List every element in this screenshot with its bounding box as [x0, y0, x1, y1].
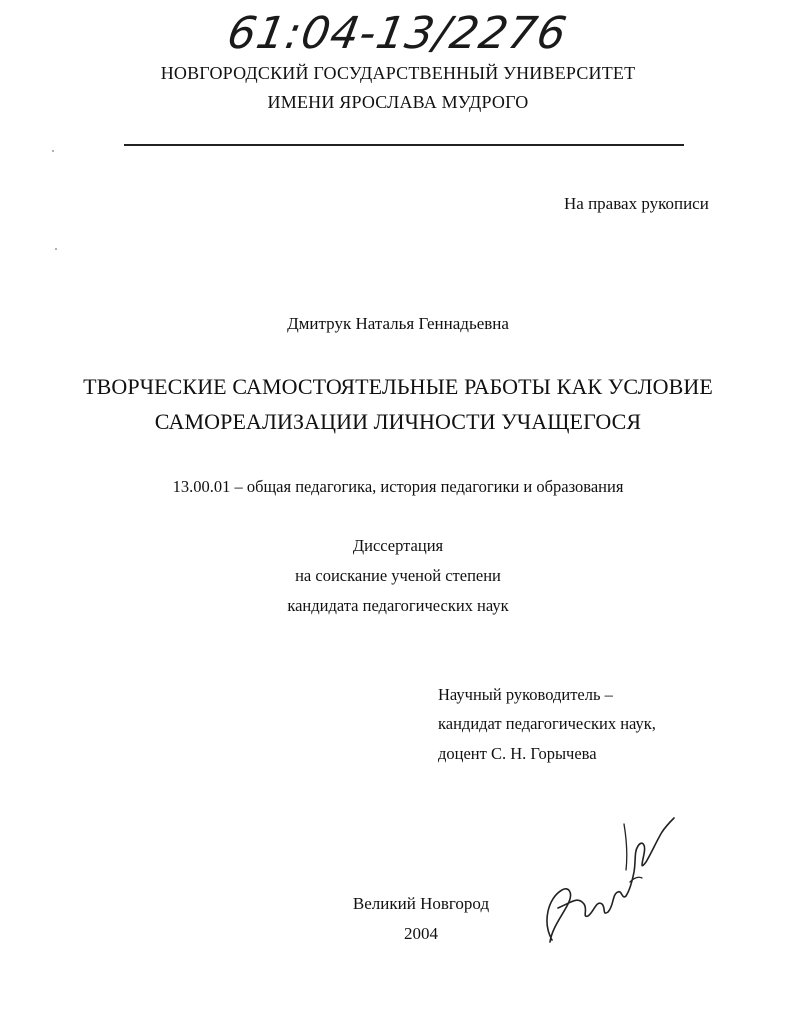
thesis-title-line1: ТВОРЧЕСКИЕ САМОСТОЯТЕЛЬНЫЕ РАБОТЫ КАК УСЛОВИЕ	[83, 374, 713, 399]
supervisor-name: доцент С. Н. Горычева	[438, 744, 597, 763]
dissertation-type: Диссертация	[352, 536, 444, 555]
thesis-title-line2: САМОРЕАЛИЗАЦИИ ЛИЧНОСТИ УЧАЩЕГОСЯ	[154, 409, 642, 434]
specialty-code: 13.00.01 – общая педагогика, история педагогики и образования	[172, 477, 624, 496]
supervisor-degree: кандидат педагогических наук,	[438, 714, 656, 733]
handwritten-signature	[538, 812, 678, 952]
degree-sought-line1: на соискание ученой степени	[295, 566, 501, 585]
header-divider	[124, 144, 684, 146]
degree-sought-line2: кандидата педагогических наук	[287, 596, 509, 615]
rights-note: На правах рукописи	[564, 194, 709, 213]
university-name-line2: ИМЕНИ ЯРОСЛАВА МУДРОГО	[267, 92, 529, 112]
city: Великий Новгород	[352, 894, 490, 913]
archive-number: 61:04-13/2276	[223, 8, 571, 59]
university-name-line1: НОВГОРОДСКИЙ ГОСУДАРСТВЕННЫЙ УНИВЕРСИТЕТ	[160, 63, 636, 83]
scan-speck	[55, 248, 57, 250]
year: 2004	[404, 924, 438, 943]
scan-speck	[52, 150, 54, 152]
supervisor-label: Научный руководитель –	[438, 685, 613, 704]
author-name: Дмитрук Наталья Геннадьевна	[287, 314, 509, 333]
